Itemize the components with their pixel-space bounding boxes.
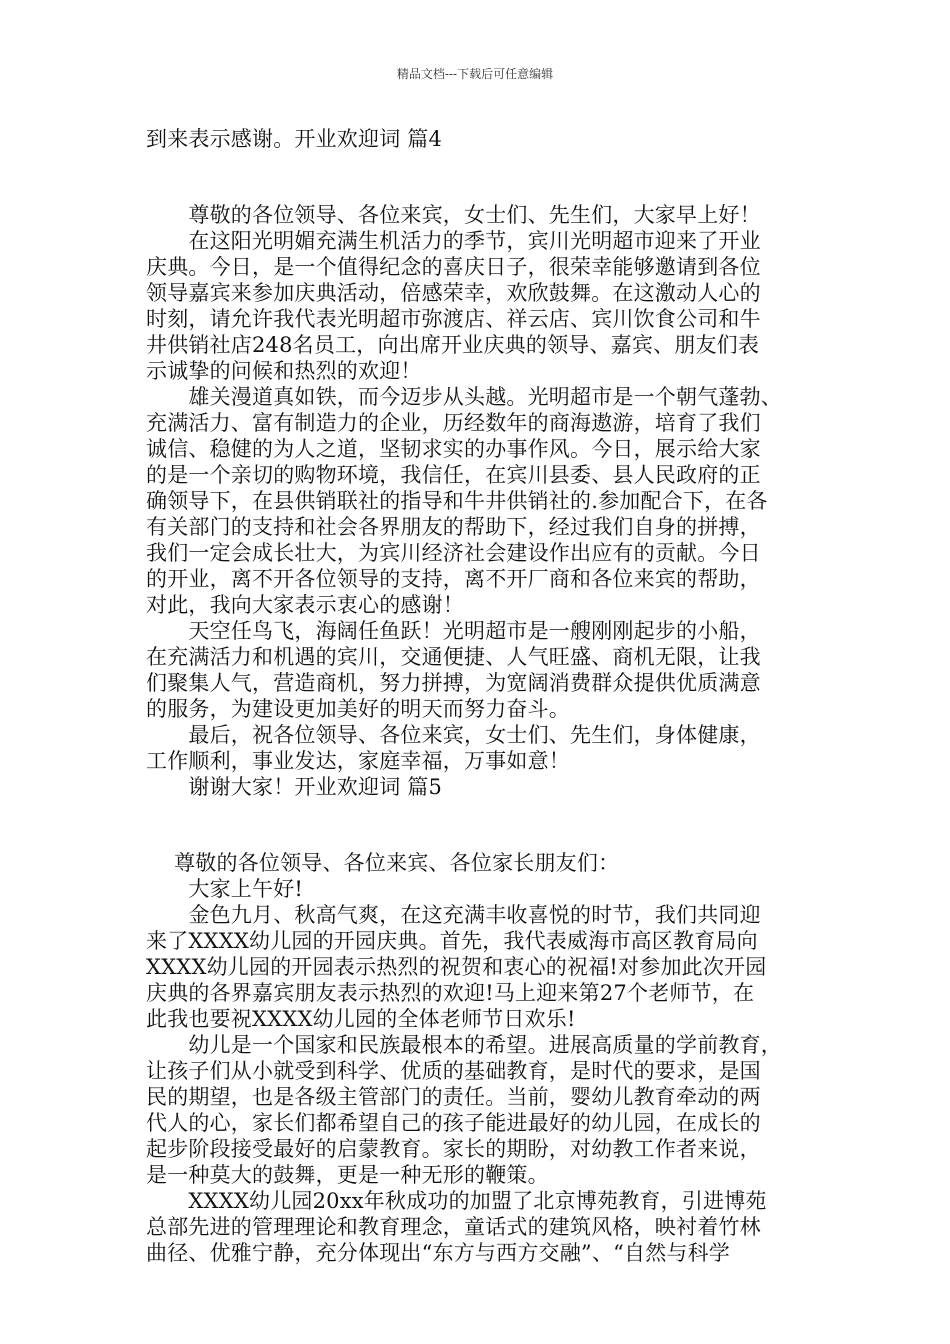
text-line: 的开业，离不开各位领导的支持，离不开厂商和各位来宾的帮助， [146,567,761,591]
text-line: 我们一定会成长壮大，为宾川经济社会建设作出应有的贡献。今日 [146,541,761,565]
text-line: 们聚集人气，营造商机，努力拼搏，为宽阔消费群众提供优质满意 [146,671,761,695]
text-line: 井供销社店248名员工，向出席开业庆典的领导、嘉宾、朋友们表 [146,333,760,357]
text-line: 尊敬的各位领导、各位来宾，女士们、先生们，大家早上好！ [146,203,761,227]
text-line: 天空任鸟飞，海阔任鱼跃！光明超市是一艘刚刚起步的小船， [146,619,761,643]
text-line: 代人的心，家长们都希望自己的孩子能进最好的幼儿园，在成长的 [146,1111,761,1135]
text-line: 此我也要祝XXXX幼儿园的全体老师节日欢乐! [146,1007,576,1031]
text-line: 庆典的各界嘉宾朋友表示热烈的欢迎!马上迎来第27个老师节，在 [146,981,755,1005]
text-line: 来了XXXX幼儿园的开园庆典。首先，我代表威海市高区教育局向 [146,929,758,953]
text-line: 对此，我向大家表示衷心的感谢！ [146,593,464,617]
text-line: 起步阶段接受最好的启蒙教育。家长的期盼，对幼教工作者来说， [146,1137,761,1161]
text-line: 最后，祝各位领导、各位来宾，女士们、先生们，身体健康， [146,723,761,747]
text-line: 金色九月、秋高气爽，在这充满丰收喜悦的时节，我们共同迎 [146,903,761,927]
page-header: 精品文档---下载后可任意编辑 [396,67,554,81]
text-line: 确领导下，在县供销联社的指导和牛井供销社的.参加配合下，在各 [146,489,768,513]
text-line: 在充满活力和机遇的宾川，交通便捷、人气旺盛、商机无限，让我 [146,645,761,669]
text-line: 示诚挚的问候和热烈的欢迎！ [146,359,422,383]
text-line: 大家上午好! [146,877,304,901]
text-line: 雄关漫道真如铁，而今迈步从头越。光明超市是一个朝气蓬勃、 [146,385,782,409]
text-line: 幼儿是一个国家和民族最根本的希望。进展高质量的学前教育， [146,1033,782,1057]
text-line: 让孩子们从小就受到科学、优质的基础教育，是时代的要求，是国 [146,1059,761,1083]
text-line: 到来表示感谢。开业欢迎词 篇4 [146,127,443,151]
text-line: 诚信、稳健的为人之道，坚韧求实的办事作风。今日，展示给大家 [146,437,761,461]
text-line: 在这阳光明媚充满生机活力的季节，宾川光明超市迎来了开业 [146,229,761,253]
text-line: XXXX幼儿园20xx年秋成功的加盟了北京博苑教育，引进博苑 [146,1189,767,1213]
text-line: 总部先进的管理理论和教育理念，童话式的建筑风格，映衬着竹林 [146,1215,761,1239]
text-line: 谢谢大家！开业欢迎词 篇5 [146,775,443,799]
text-line: 领导嘉宾来参加庆典活动，倍感荣幸，欢欣鼓舞。在这激动人心的 [146,281,761,305]
text-line: 庆典。今日，是一个值得纪念的喜庆日子，很荣幸能够邀请到各位 [146,255,761,279]
text-line: 时刻，请允许我代表光明超市弥渡店、祥云店、宾川饮食公司和牛 [146,307,761,331]
text-line: 民的期望，也是各级主管部门的责任。当前，婴幼儿教育牵动的两 [146,1085,761,1109]
text-line: 的服务，为建设更加美好的明天而努力奋斗。 [146,697,570,721]
text-line: 是一种莫大的鼓舞，更是一种无形的鞭策。 [146,1163,549,1187]
text-line: XXXX幼儿园的开园表示热烈的祝贺和衷心的祝福!对参加此次开园 [146,955,767,979]
text-line: 尊敬的各位领导、各位来宾、各位家长朋友们： [146,851,620,875]
text-line: 有关部门的支持和社会各界朋友的帮助下，经过我们自身的拼搏， [146,515,761,539]
text-line: 的是一个亲切的购物环境，我信任，在宾川县委、县人民政府的正 [146,463,761,487]
text-line: 充满活力、富有制造力的企业，历经数年的商海遨游，培育了我们 [146,411,761,435]
text-line: 曲径、优雅宁静，充分体现出“东方与西方交融”、“自然与科学 [146,1241,731,1265]
text-line: 工作顺利，事业发达，家庭幸福，万事如意！ [146,749,570,773]
